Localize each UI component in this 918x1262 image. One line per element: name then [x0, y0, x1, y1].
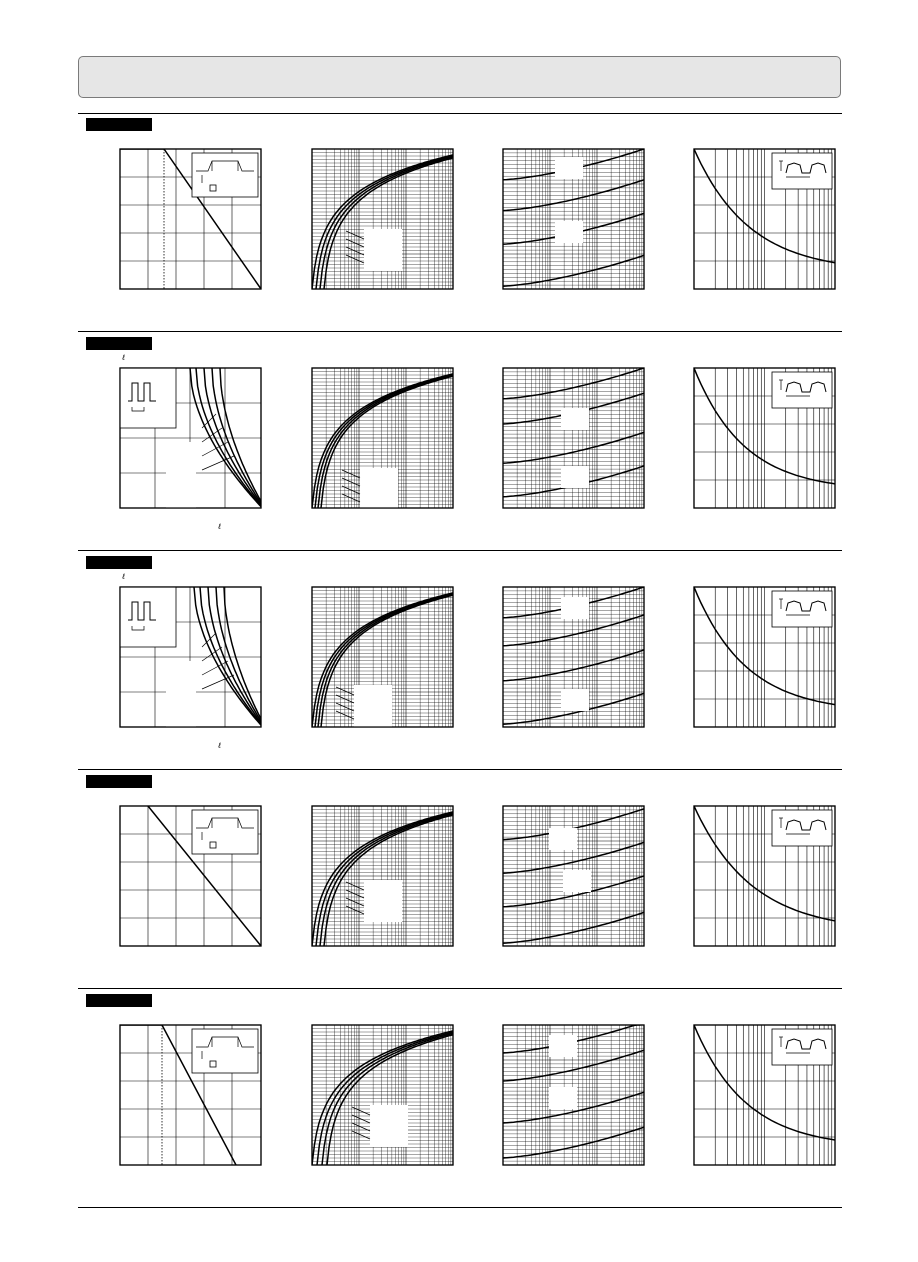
chart-r2-c4	[694, 368, 835, 508]
chart-r1-c4	[694, 149, 835, 289]
chart-r3-c3	[503, 587, 644, 727]
legend-blank-box	[360, 468, 398, 510]
section-label-bar-4	[86, 775, 152, 788]
chart-r1-c1	[120, 149, 261, 289]
section-label-bar-5	[86, 994, 152, 1007]
chart-r2-c3	[503, 368, 644, 508]
chart-r3-c2	[312, 587, 453, 727]
chart-r5-c1	[120, 1025, 261, 1165]
pad-square	[210, 842, 216, 848]
chart-r5-c3	[503, 1025, 644, 1165]
label-blank-2	[555, 221, 583, 243]
plot-content	[312, 587, 453, 727]
chart-r4-c2	[312, 806, 453, 946]
section-label-bar-3	[86, 556, 152, 569]
plot-content	[694, 368, 835, 508]
pad-square	[210, 185, 216, 191]
section-rule-1	[78, 113, 842, 114]
chart-r4-c1	[120, 806, 261, 946]
chart-r4-c3	[503, 806, 644, 946]
plot-content	[694, 587, 835, 727]
section-rule-5	[78, 988, 842, 989]
section-rule-3	[78, 550, 842, 551]
chart-r2-c2	[312, 368, 453, 508]
pulse-inset-frame	[120, 368, 176, 428]
script-l-glyph-2b: ℓ	[218, 522, 222, 531]
section-label-bar-1	[86, 118, 152, 131]
chart-r3-c4	[694, 587, 835, 727]
chart-r1-c2	[312, 149, 453, 289]
script-l-glyph-3b: ℓ	[218, 741, 222, 750]
label-blank-1	[561, 597, 589, 619]
legend-blank-box	[166, 442, 196, 508]
plot-content	[694, 806, 835, 946]
label-blank-1	[549, 828, 577, 850]
footer-rule	[78, 1207, 842, 1208]
section-rule-4	[78, 769, 842, 770]
chart-r4-c4	[694, 806, 835, 946]
chart-r5-c4	[694, 1025, 835, 1165]
chart-r2-c1	[120, 368, 261, 508]
chart-r1-c3	[503, 149, 644, 289]
legend-blank-box	[370, 1105, 408, 1147]
label-blank-2	[563, 870, 591, 892]
label-blank-2	[561, 689, 589, 711]
plot-content	[312, 1025, 453, 1165]
label-blank-1	[549, 1035, 577, 1057]
page-header-box	[78, 56, 841, 98]
script-l-glyph-2a: ℓ	[122, 353, 126, 362]
plot-content	[312, 149, 453, 289]
plot-content	[312, 806, 453, 946]
label-blank-1	[555, 157, 583, 179]
chart-r3-c1	[120, 587, 261, 727]
legend-blank-box	[166, 661, 196, 727]
plot-content	[694, 1025, 835, 1165]
legend-blank-box	[364, 229, 402, 271]
legend-blank-box	[364, 880, 402, 922]
label-blank-2	[549, 1087, 577, 1109]
pulse-inset-frame	[120, 587, 176, 647]
plot-content	[694, 149, 835, 289]
section-label-bar-2	[86, 337, 152, 350]
label-blank-1	[561, 408, 589, 430]
script-l-glyph-3a: ℓ	[122, 572, 126, 581]
legend-blank-box	[354, 685, 392, 727]
chart-r5-c2	[312, 1025, 453, 1165]
pad-square	[210, 1061, 216, 1067]
section-rule-2	[78, 331, 842, 332]
label-blank-2	[561, 466, 589, 488]
